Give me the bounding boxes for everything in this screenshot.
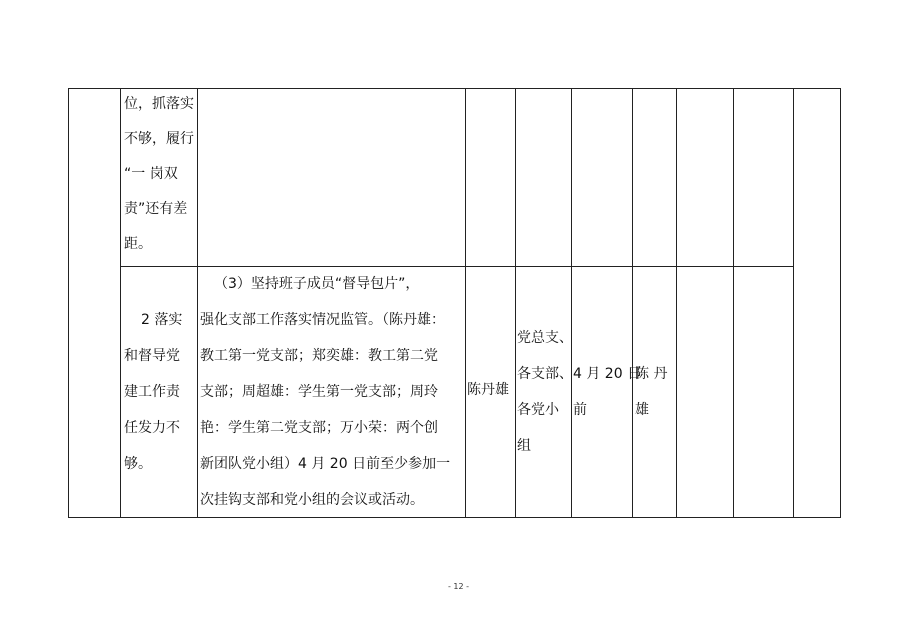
row2-measure-line: 支部；周超雄：学生第一党支部；周玲 bbox=[200, 384, 438, 400]
col-divider-extra2 bbox=[733, 88, 734, 518]
row1-issue-line: 责”还有差 bbox=[124, 201, 188, 217]
row2-dept-line: 组 bbox=[517, 438, 531, 454]
row2-dept-line: 各党小 bbox=[517, 402, 559, 418]
row2-measure-line: 强化支部工作落实情况监管。（陈丹雄： bbox=[200, 312, 445, 328]
row1-issue-line: 位，抓落实 bbox=[124, 96, 194, 112]
row2-issue-line: 2 落实 bbox=[141, 312, 183, 328]
row2-measure-line: 艳：学生第二党支部；万小荣：两个创 bbox=[200, 420, 438, 436]
row1-issue-line: 距。 bbox=[124, 236, 152, 252]
col-divider-issue bbox=[120, 88, 121, 518]
row2-person-line: 雄 bbox=[635, 402, 649, 418]
row1-issue-line: 不够，履行 bbox=[124, 131, 194, 147]
col-divider-person bbox=[632, 88, 633, 518]
row1-issue-line: “一 岗双 bbox=[124, 166, 178, 182]
row-divider bbox=[120, 266, 794, 267]
row2-deadline-line: 前 bbox=[573, 402, 587, 418]
row2-measure-line: （3）坚持班子成员“督导包片”， bbox=[214, 276, 420, 292]
row2-deadline-line: 4 月 20 日 bbox=[573, 366, 642, 382]
table-bottom-border bbox=[68, 517, 841, 518]
row2-leader: 陈丹雄 bbox=[467, 382, 509, 398]
table-right-border bbox=[840, 88, 841, 518]
col-divider-leader bbox=[465, 88, 466, 518]
row2-issue-line: 任发力不 bbox=[124, 420, 180, 436]
row2-dept-line: 各支部、 bbox=[517, 366, 573, 382]
row2-issue-line: 建工作责 bbox=[124, 384, 180, 400]
row2-measure-line: 次挂钩支部和党小组的会议或活动。 bbox=[200, 492, 424, 508]
page-number: - 12 - bbox=[447, 582, 470, 591]
col-divider-extra3 bbox=[793, 88, 794, 518]
col-divider-measure bbox=[197, 88, 198, 518]
col-divider-deadline bbox=[571, 88, 572, 518]
row2-issue-line: 和督导党 bbox=[124, 348, 180, 364]
row2-dept-line: 党总支、 bbox=[517, 330, 573, 346]
col-divider-extra1 bbox=[676, 88, 677, 518]
row2-measure-line: 教工第一党支部；郑奕雄：教工第二党 bbox=[200, 348, 438, 364]
row2-person-line: 陈 丹 bbox=[635, 366, 668, 382]
table-left-border bbox=[68, 88, 69, 518]
row2-measure-line: 新团队党小组）4 月 20 日前至少参加一 bbox=[200, 456, 451, 472]
col-divider-dept bbox=[515, 88, 516, 518]
row2-issue-line: 够。 bbox=[124, 456, 152, 472]
